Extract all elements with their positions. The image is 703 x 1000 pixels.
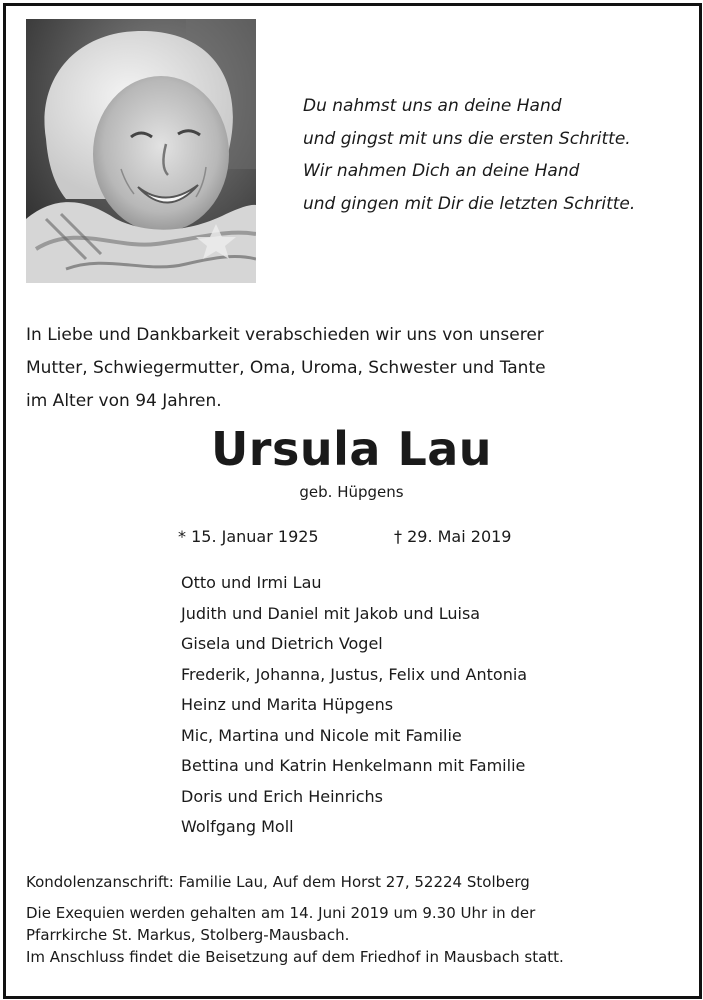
mourner-line: Doris und Erich Heinrichs: [181, 786, 383, 806]
intro-text: [26, 319, 686, 418]
service-line: Im Anschluss findet die Beisetzung auf dem Friedhof in Mausbach statt.: [26, 948, 564, 966]
mourner-line: Gisela und Dietrich Vogel: [181, 634, 383, 653]
portrait-photo: [26, 19, 256, 283]
intro-line: im Alter von 94 Jahren.: [26, 391, 222, 411]
portrait-illustration: [26, 19, 256, 283]
mourner-line: Judith und Daniel mit Jakob und Luisa: [181, 603, 481, 623]
death-date: † 29. Mai 2019: [394, 527, 512, 546]
verse-line: und gingen mit Dir die letzten Schritte.: [303, 193, 636, 214]
service-line: Pfarrkirche St. Markus, Stolberg-Mausbach.: [26, 926, 350, 944]
intro-line: In Liebe und Dankbarkeit verabschieden wir uns von unserer: [26, 325, 544, 345]
deceased-name: Ursula Lau: [210, 422, 493, 476]
mourner-line: Bettina und Katrin Henkelmann mit Familie: [181, 756, 526, 775]
mourners-list: [181, 568, 527, 843]
mourner-line: Frederik, Johanna, Justus, Felix und Antonia: [181, 664, 528, 684]
condolence-address: Kondolenzanschrift: Familie Lau, Auf dem Horst 27, 52224 Stolberg: [26, 873, 530, 891]
footer-info: [26, 872, 686, 968]
verse-line: Wir nahmen Dich an deine Hand: [303, 161, 580, 181]
intro-line: Mutter, Schwiegermutter, Oma, Uroma, Schwester und Tante: [26, 358, 546, 378]
mourner-line: Otto und Irmi Lau: [181, 573, 322, 592]
service-line: Die Exequien werden gehalten am 14. Juni 2019 um 9.30 Uhr in der: [26, 904, 536, 922]
mourner-line: Mic, Martina und Nicole mit Familie: [181, 725, 462, 745]
service-info: [26, 902, 686, 968]
maiden-name: geb. Hüpgens: [299, 483, 404, 501]
verse-line: Du nahmst uns an deine Hand: [303, 96, 562, 116]
mourner-line: Wolfgang Moll: [181, 817, 294, 836]
mourner-line: Heinz und Marita Hüpgens: [181, 695, 394, 714]
verse-line: und gingst mit uns die ersten Schritte.: [303, 128, 631, 149]
birth-date: * 15. Januar 1925: [178, 527, 319, 546]
verse: [303, 90, 693, 220]
